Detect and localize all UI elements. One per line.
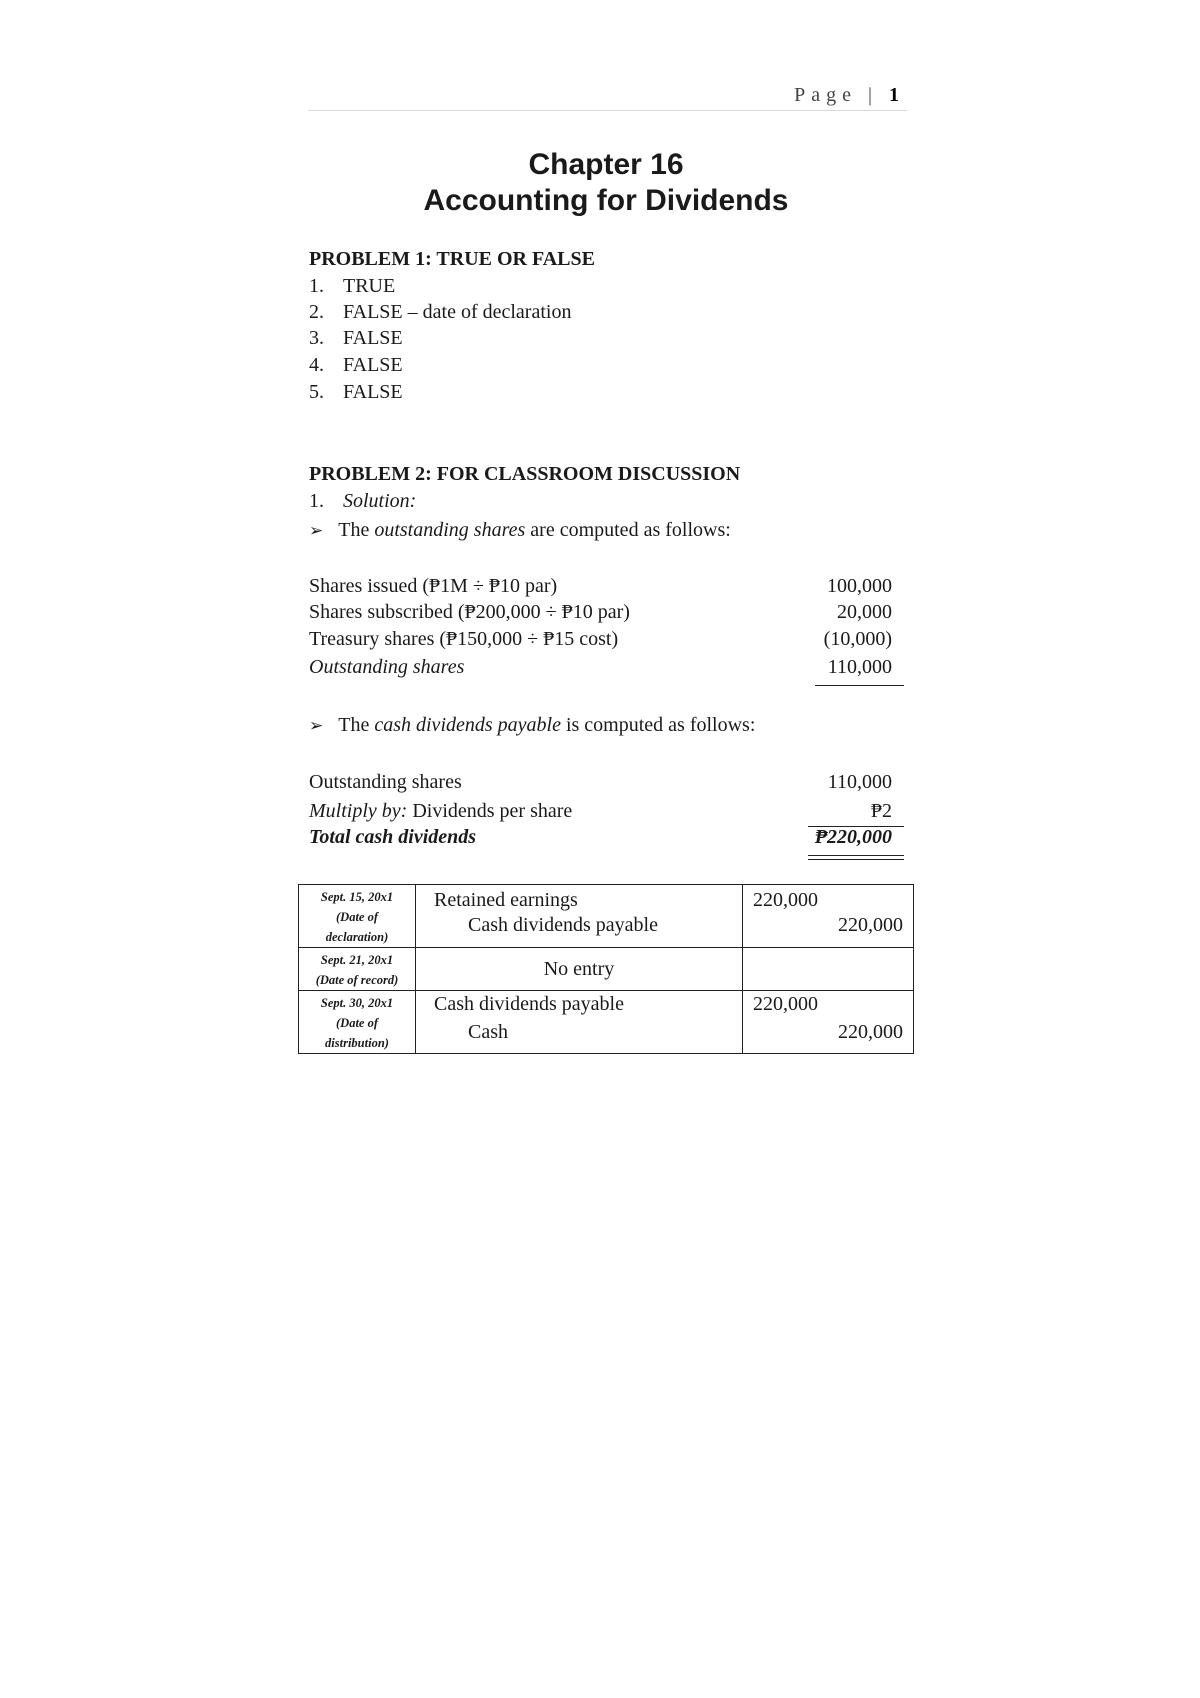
list-item: 4. FALSE [309,354,403,376]
shares-subscribed-label: Shares subscribed (₱200,000 ÷ ₱10 par) [309,601,630,623]
bullet-cash-dividends: ➢ The cash dividends payable is computed as follows: [309,714,756,736]
arrow-bullet-icon: ➢ [309,521,324,541]
outstanding-shares-row-value: 110,000 [827,771,892,793]
debit-account: Cash dividends payable [434,993,624,1015]
entry-date: Sept. 21, 20x1 [320,953,394,967]
date-cell [299,991,416,1054]
credit-amount: 220,000 [838,914,903,936]
table-row [299,991,914,1054]
entry-date: Sept. 15, 20x1 [320,890,394,904]
dividends-per-share-label: Multiply by: Dividends per share [309,800,573,822]
date-cell [299,948,416,991]
outstanding-shares-row-label: Outstanding shares [309,771,462,793]
shares-issued-value: 100,000 [827,575,892,597]
total-cash-dividends-value: ₱220,000 [814,826,892,848]
total-cash-dividends-label: Total cash dividends [309,826,477,848]
treasury-shares-label: Treasury shares (₱150,000 ÷ ₱15 cost) [309,628,619,650]
amount-cell [743,885,914,948]
outstanding-shares-label: Outstanding shares [309,656,465,678]
account-cell [416,948,743,991]
shares-subscribed-value: 20,000 [837,601,892,623]
entry-date: Sept. 30, 20x1 [320,996,394,1010]
treasury-shares-value: (10,000) [823,628,892,650]
double-rule-top [808,855,904,856]
account-cell [416,885,743,948]
arrow-bullet-icon: ➢ [309,716,324,736]
dividends-per-share-value: ₱2 [870,800,892,822]
list-item: 1. TRUE [309,275,396,297]
table-row [299,885,914,948]
chapter-subtitle: Accounting for Dividends [423,184,789,217]
page-word: Page | [794,84,878,106]
entry-note: (Date of distribution) [325,1016,389,1050]
page-number [794,84,899,107]
no-entry-text: No entry [543,957,615,980]
amount-cell [743,948,914,991]
table-row [299,948,914,991]
list-item: 2. FALSE – date of declaration [309,301,572,323]
total-rule [815,685,904,686]
page-header [308,80,907,111]
debit-amount: 220,000 [753,889,818,911]
credit-amount: 220,000 [838,1021,903,1043]
journal-entries-table [298,884,914,1054]
solution-label: 1. Solution: [309,490,417,512]
shares-issued-label: Shares issued (₱1M ÷ ₱10 par) [309,575,558,597]
debit-account: Retained earnings [434,889,578,911]
entry-note: (Date of declaration) [325,910,389,944]
problem2-heading: PROBLEM 2: FOR CLASSROOM DISCUSSION [309,463,741,485]
entry-note: (Date of record) [315,973,399,987]
chapter-title: Chapter 16 [528,148,684,181]
account-cell [416,991,743,1054]
date-cell [299,885,416,948]
list-item: 3. FALSE [309,327,403,349]
credit-account: Cash dividends payable [468,914,658,936]
debit-amount: 220,000 [753,993,818,1015]
double-rule-bottom [808,859,904,860]
credit-account: Cash [468,1021,508,1043]
amount-cell [743,991,914,1054]
bullet-outstanding: ➢ The outstanding shares are computed as follows: [309,519,731,541]
page-number-value: 1 [889,84,899,106]
outstanding-shares-value: 110,000 [827,656,892,678]
list-item: 5. FALSE [309,381,403,403]
problem1-heading: PROBLEM 1: TRUE OR FALSE [309,248,595,270]
